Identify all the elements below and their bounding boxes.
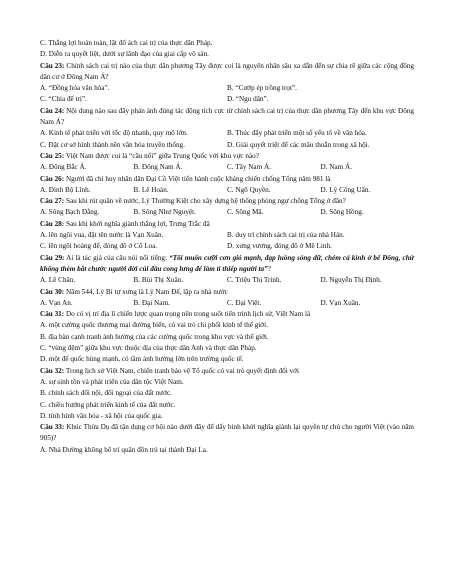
option-a: A. Đông Bắc Á. [40, 163, 87, 172]
option-b: B. Bùi Thị Xuân. [133, 276, 184, 285]
question-31 [40, 309, 414, 365]
question-33 [40, 422, 414, 456]
option-d: D. “Ngu dân”. [227, 95, 269, 104]
question-text: Nội dung nào sau đây phản ánh đúng tác động tích cực từ chính sách cai trị của thực dân phương Tây đến khu vực Đông Nam Á? [40, 106, 414, 127]
option-c: C. Đại Việt. [227, 298, 262, 307]
option-d: D. Lý Công Uẩn. [320, 185, 371, 194]
option-a: A. Sông Bạch Đằng. [40, 208, 100, 217]
option-c: C. Ngô Quyền. [227, 185, 271, 194]
question-label: Câu 26: [40, 174, 65, 183]
option-d: D. Sông Hồng. [320, 208, 364, 217]
question-label: Câu 32: [40, 366, 65, 375]
question-23 [40, 61, 414, 106]
question-27 [40, 196, 414, 219]
question-label: Câu 30: [40, 287, 65, 296]
option-a: A. Đinh Bộ Lĩnh. [40, 185, 91, 194]
question-24 [40, 106, 414, 151]
option-d: D. xưng vương, đóng đô ở Mê Linh. [227, 242, 332, 251]
question-text: Sau khi khởi nghĩa giành thắng lợi, Trưng Trắc đã [64, 219, 210, 228]
option-b: B. Sông Như Nguyệt. [133, 208, 196, 217]
option-d: D. tính hình văn hóa - xã hội của quốc gia. [40, 411, 163, 420]
option-a: A. lên ngôi vua, đặt tên nước là Vạn Xuân. [40, 231, 164, 240]
option-line: D. Diễn ra quyết liệt, dưới sự lãnh đạo của giai cấp vô sản. [40, 50, 209, 59]
question-label: Câu 31: [40, 310, 65, 319]
option-b: B. duy trì chính sách cai trị của nhà Hán. [227, 231, 345, 240]
quote-text: “Tôi muốn cưỡi cơn gió mạnh, đạp luồng sóng dữ, chém cá kình ở bể Đông, chứ không thèm bắt chước người đời cúi đầu cong lưng để làm tì thiếp người ta” [40, 253, 414, 273]
question-text: Trong lịch sử Việt Nam, chiến tranh bảo vệ Tổ quốc có vai trò quyết định đối với [64, 366, 299, 375]
question-text: Việt Nam được coi là “cầu nối” giữa Trung Quốc với khu vực nào? [64, 151, 259, 160]
option-b: B. Đại Nam. [133, 298, 170, 307]
option-a: A. Kinh tế phát triển với tốc độ nhanh, quy mô lớn. [40, 129, 188, 138]
option-d: D. Vạn Xuân. [320, 298, 361, 307]
question-text: Khúc Thừa Dụ đã tận dụng cơ hội nào dưới đây để dấy binh khởi nghĩa giành lại quyền tự chủ cho người Việt (vào năm 905)? [40, 423, 414, 443]
option-b: B. địa bàn cạnh tranh ảnh hưởng của các cường quốc trong khu vực và thế giới. [40, 332, 269, 341]
question-label: Câu 28: [40, 219, 65, 228]
option-b: B. chính sách đối nội, đối ngoại của đất nước. [40, 389, 172, 398]
option-c: C. Đặt cơ sở hình thành nền văn hóa truyền thống. [40, 140, 185, 149]
question-label: Câu 33: [40, 423, 65, 432]
question-32 [40, 366, 414, 422]
option-a: A. Vạn An. [40, 298, 73, 307]
question-label: Câu 25: [40, 151, 65, 160]
question-26 [40, 174, 414, 197]
option-d: D. Nguyễn Thị Định. [320, 276, 382, 285]
question-label: Câu 24: [40, 106, 65, 115]
option-d: D. một đế quốc hùng mạnh, có tầm ảnh hưởng lớn trên trường quốc tế. [40, 355, 244, 364]
question-text: Ai là tác giả của câu nói nổi tiếng: [64, 253, 170, 262]
option-a: A. sự sinh tồn và phát triển của dân tộc Việt Nam. [40, 377, 184, 386]
question-text: Năm 544, Lý Bí tự xưng là Lý Nam Đế, lập ra nhà nước [64, 287, 228, 296]
option-c: C. Sông Mã. [227, 208, 264, 217]
question-text: Do có vị trí địa lí chiến lược quan trọng nên trong suốt tiến trình lịch sử, Việt Nam là [64, 310, 311, 319]
option-c: C. lên ngôi hoàng đế, đóng đô ở Cổ Loa. [40, 242, 158, 251]
question-label: Câu 23: [40, 61, 65, 70]
option-b: B. Đông Nam Á. [133, 163, 183, 172]
question-text-end: ? [267, 264, 271, 273]
question-25 [40, 151, 414, 174]
question-label: Câu 27: [40, 197, 65, 206]
option-d: D. Giải quyết triệt để các mâu thuẫn trong xã hội. [227, 140, 370, 149]
option-d: D. Nam Á. [320, 163, 353, 172]
option-line: C. Thắng lợi hoàn toàn, lật đổ ách cai trị của thực dân Pháp. [40, 39, 213, 47]
question-28 [40, 219, 414, 253]
question-label: Câu 29: [40, 253, 65, 262]
question-30 [40, 287, 414, 310]
option-c: C. Triệu Thị Trinh. [227, 276, 282, 285]
option-c: C. “Chia để trị”. [40, 95, 87, 104]
option-b: B. “Cướp ép trồng trọt”. [227, 84, 297, 93]
option-a: A. Nhà Đường không bố trí quân đồn trú tại thành Đại La. [40, 445, 208, 454]
option-a: A. “Đồng hóa văn hóa”. [40, 84, 110, 93]
option-b: B. Lê Hoàn. [133, 185, 169, 194]
option-c: C. “vùng đệm” giữa khu vực thuộc địa của thực dân Anh và thực dân Pháp. [40, 344, 257, 353]
option-b: B. Thúc đẩy phát triển một số yếu tố về văn hóa. [227, 129, 367, 138]
question-text: Chính sách cai trị nào của thực dân phương Tây được coi là nguyên nhân sâu xa dẫn đến sự chia rẽ giữa các cộng đồng dân cư ở Đông Nam Á? [40, 61, 414, 81]
question-text: Người đã chỉ huy nhân dân Đại Cồ Việt tiến hành cuộc kháng chiến chống Tống năm 981 là [64, 174, 331, 183]
question-29 [40, 253, 414, 287]
option-c: C. Tây Nam Á. [227, 163, 271, 172]
option-a: A. Lê Chân. [40, 276, 76, 285]
option-c: C. chiều hướng phát triển kinh tế của đất nước. [40, 400, 176, 409]
question-text: Sau khi rút quân về nước, Lý Thường Kiệt cho xây dựng hệ thống phòng ngự chống Tống ở đâu? [64, 197, 346, 206]
option-a: A. một cường quốc thương mại đường biển, có vai trò chi phối kinh tế thế giới. [40, 321, 268, 330]
